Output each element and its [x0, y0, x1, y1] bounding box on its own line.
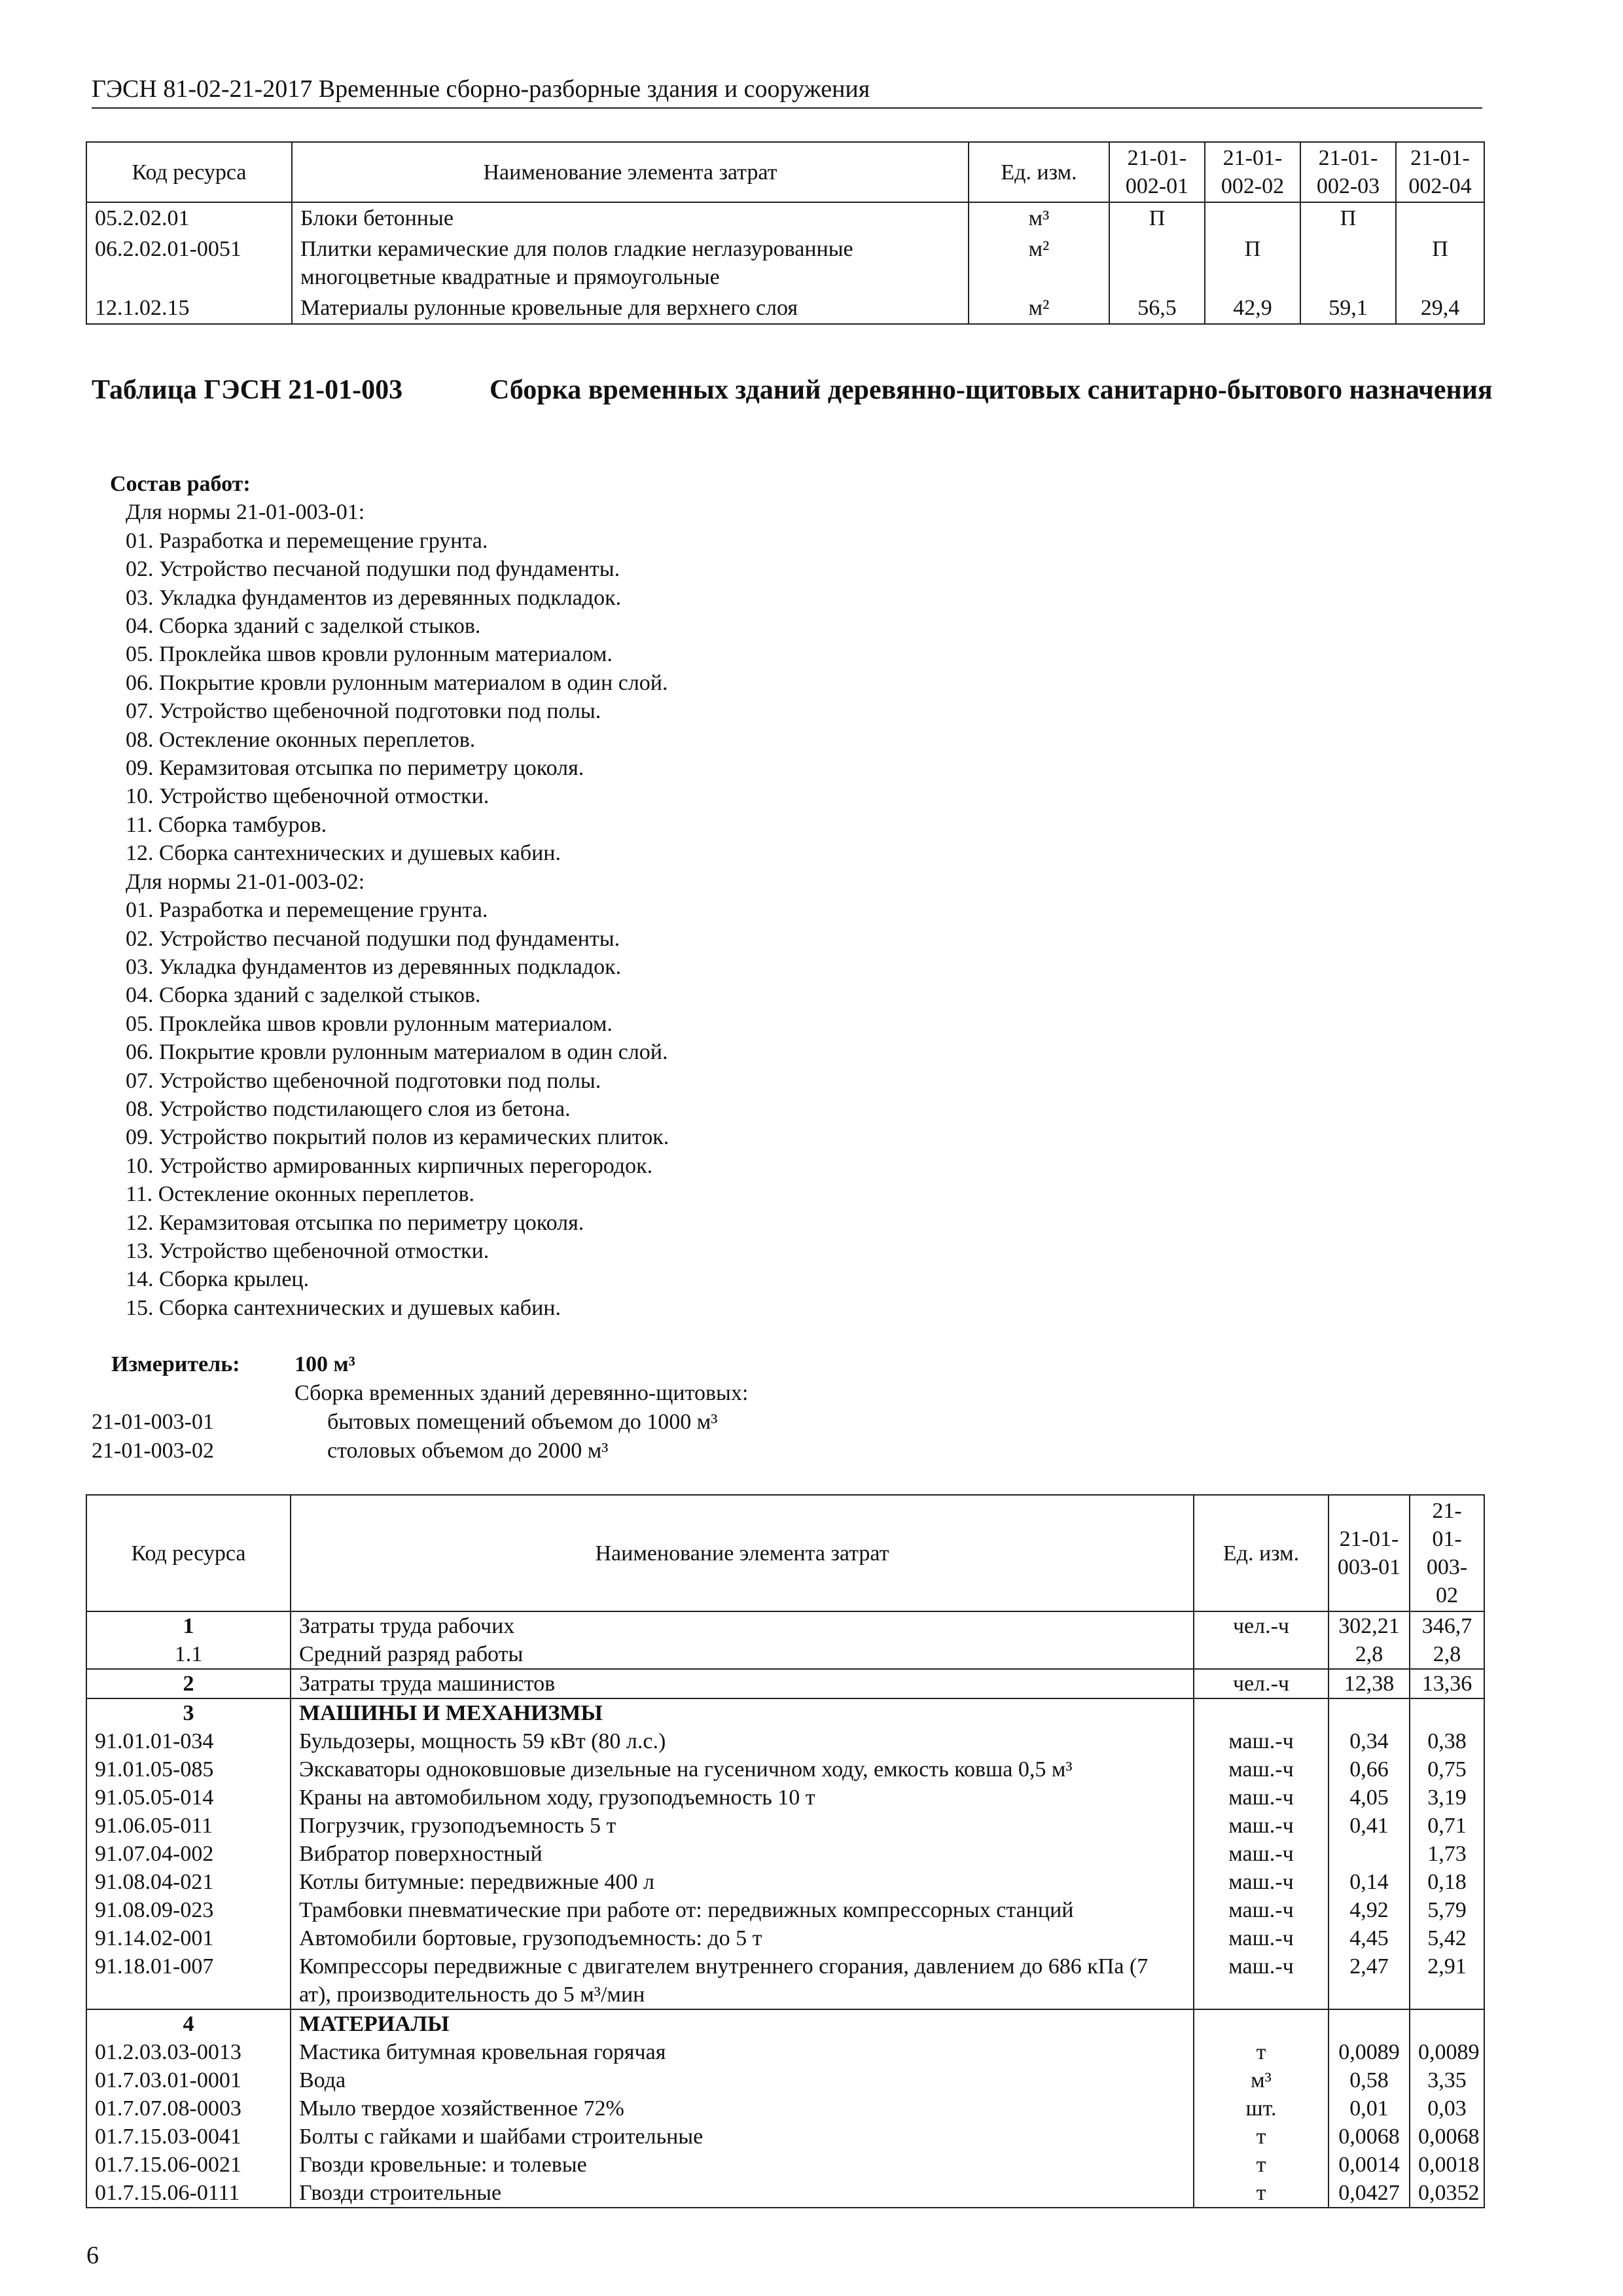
- table-row: [86, 2094, 1484, 2123]
- work-item: 10. Устройство щебеночной отмостки.: [126, 784, 490, 809]
- norm-value: 2,47: [1329, 1952, 1410, 2009]
- resource-code: 01.7.15.06-0111: [86, 2179, 291, 2208]
- resource-unit: т: [1194, 2179, 1329, 2208]
- column-header: 21-01-003-01: [1329, 1495, 1410, 1611]
- measure-label: Измеритель:: [111, 1352, 240, 1376]
- table-name: Сборка временных зданий деревянно-щитовых санитарно-бытового назначения: [490, 375, 1493, 405]
- norm-value: [1396, 202, 1484, 234]
- norm-code: 21-01-003-01: [92, 1410, 214, 1434]
- resource-name: Гвозди строительные: [291, 2179, 1194, 2208]
- resource-code: 01.7.07.08-0003: [86, 2094, 291, 2123]
- work-item: 09. Керамзитовая отсыпка по периметру цоколя.: [126, 756, 584, 781]
- work-item: 02. Устройство песчаной подушки под фундаменты.: [126, 557, 620, 582]
- norm-value: [1410, 1698, 1484, 1727]
- resource-name: Экскаваторы одноковшовые дизельные на гусеничном ходу, емкость ковша 0,5 м³: [291, 1755, 1194, 1784]
- document-title: ГЭСН 81-02-21-2017 Временные сборно-разборные здания и сооружения: [92, 75, 870, 103]
- norm-value: 3,35: [1410, 2066, 1484, 2094]
- work-item: 01. Разработка и перемещение грунта.: [126, 898, 488, 923]
- table-row: [86, 1611, 1484, 1640]
- resource-code: 91.08.09-023: [86, 1896, 291, 1924]
- norm-value: 0,0018: [1410, 2151, 1484, 2179]
- table-row: [86, 1868, 1484, 1896]
- resource-table-21-01-002: [86, 141, 1485, 325]
- resource-name: Компрессоры передвижные с двигателем внутреннего сгорания, давлением до 686 кПа (7 ат), производительность до 5 м³/мин: [291, 1952, 1194, 2009]
- norm-value: 2,8: [1410, 1640, 1484, 1669]
- norm-value: 0,75: [1410, 1755, 1484, 1784]
- norm-value: 0,0427: [1329, 2179, 1410, 2208]
- norm-value: [1329, 1698, 1410, 1727]
- table-row: [86, 1755, 1484, 1784]
- resource-unit: [1194, 2009, 1329, 2038]
- resource-name: Блоки бетонные: [292, 202, 969, 234]
- norm-value: 0,03: [1410, 2094, 1484, 2123]
- work-composition-title: Состав работ:: [110, 472, 251, 496]
- norm-value: 12,38: [1329, 1669, 1410, 1698]
- norm-value: 0,71: [1410, 1812, 1484, 1840]
- resource-unit: маш.-ч: [1194, 1896, 1329, 1924]
- table-row: [86, 202, 1484, 234]
- resource-unit: т: [1194, 2123, 1329, 2151]
- resource-unit: маш.-ч: [1194, 1868, 1329, 1896]
- resource-name: Краны на автомобильном ходу, грузоподъемность 10 т: [291, 1784, 1194, 1812]
- resource-code: 91.18.01-007: [86, 1952, 291, 2009]
- norm-value: 0,0068: [1410, 2123, 1484, 2151]
- norm-value: 13,36: [1410, 1669, 1484, 1698]
- resource-code: 05.2.02.01: [86, 202, 292, 234]
- norm-value: [1410, 2009, 1484, 2038]
- norm-value: 4,92: [1329, 1896, 1410, 1924]
- resource-name: Средний разряд работы: [291, 1640, 1194, 1669]
- norm-value: 5,79: [1410, 1896, 1484, 1924]
- norm-value: 2,8: [1329, 1640, 1410, 1669]
- table-row: [86, 2123, 1484, 2151]
- resource-code: 01.7.15.03-0041: [86, 2123, 291, 2151]
- norm-value: 0,14: [1329, 1868, 1410, 1896]
- work-item: 06. Покрытие кровли рулонным материалом в один слой.: [126, 1040, 668, 1065]
- resource-code: 01.7.03.01-0001: [86, 2066, 291, 2094]
- work-item: 15. Сборка сантехнических и душевых кабин.: [126, 1295, 561, 1320]
- norm-value: 0,66: [1329, 1755, 1410, 1784]
- work-item: 08. Устройство подстилающего слоя из бетона.: [126, 1096, 571, 1121]
- table-row: [86, 1640, 1484, 1669]
- norm-value: 0,01: [1329, 2094, 1410, 2123]
- table-number: Таблица ГЭСН 21-01-003: [92, 375, 403, 405]
- column-header: Код ресурса: [86, 1495, 291, 1611]
- norm-value: 59,1: [1300, 293, 1396, 324]
- work-item: 12. Сборка сантехнических и душевых кабин.: [126, 841, 561, 866]
- resource-code: 4: [86, 2009, 291, 2038]
- column-header: Код ресурса: [86, 142, 292, 202]
- resource-name: Бульдозеры, мощность 59 кВт (80 л.с.): [291, 1727, 1194, 1755]
- work-item: Для нормы 21-01-003-02:: [126, 869, 365, 894]
- resource-code: 91.14.02-001: [86, 1924, 291, 1952]
- norm-value: 1,73: [1410, 1840, 1484, 1868]
- resource-code: 91.07.04-002: [86, 1840, 291, 1868]
- work-item: 03. Укладка фундаментов из деревянных подкладок.: [126, 954, 622, 979]
- column-header: 21-01-002-04: [1396, 142, 1484, 202]
- norm-value: 0,0089: [1329, 2038, 1410, 2066]
- resource-unit: т: [1194, 2038, 1329, 2066]
- norm-value: 0,38: [1410, 1727, 1484, 1755]
- resource-code: 06.2.02.01-0051: [86, 234, 292, 293]
- work-item: 11. Остекление оконных переплетов.: [126, 1182, 475, 1207]
- resource-code: 01.2.03.03-0013: [86, 2038, 291, 2066]
- norm-value: 2,91: [1410, 1952, 1484, 2009]
- resource-table-21-01-003: [86, 1494, 1485, 2208]
- work-item: 12. Керамзитовая отсыпка по периметру цоколя.: [126, 1210, 584, 1235]
- norm-value: П: [1300, 202, 1396, 234]
- norm-value: 42,9: [1205, 293, 1300, 324]
- measure-value: 100 м³: [294, 1352, 355, 1376]
- table-row: [86, 2038, 1484, 2066]
- resource-code: 91.01.05-085: [86, 1755, 291, 1784]
- norm-value: 0,18: [1410, 1868, 1484, 1896]
- resource-unit: маш.-ч: [1194, 1727, 1329, 1755]
- table-row: [86, 1784, 1484, 1812]
- work-item: 02. Устройство песчаной подушки под фундаменты.: [126, 926, 620, 951]
- resource-unit: маш.-ч: [1194, 1812, 1329, 1840]
- column-header: 21-01-003-02: [1410, 1495, 1484, 1611]
- table-row: [86, 2151, 1484, 2179]
- work-item: 08. Остекление оконных переплетов.: [126, 727, 476, 752]
- norm-value: [1329, 2009, 1410, 2038]
- resource-name: Вибратор поверхностный: [291, 1840, 1194, 1868]
- norm-value: 0,0014: [1329, 2151, 1410, 2179]
- measure-description: Сборка временных зданий деревянно-щитовых:: [294, 1381, 749, 1405]
- norm-value: 5,42: [1410, 1924, 1484, 1952]
- norm-text: бытовых помещений объемом до 1000 м³: [327, 1410, 718, 1434]
- column-header: Ед. изм.: [1194, 1495, 1329, 1611]
- measure-block: [92, 1350, 1492, 1465]
- table-body: [86, 202, 1484, 324]
- work-item: 07. Устройство щебеночной подготовки под полы.: [126, 1068, 601, 1093]
- table-header-row: [86, 1495, 1484, 1611]
- norm-code: 21-01-003-02: [92, 1439, 214, 1463]
- work-item: 06. Покрытие кровли рулонным материалом в один слой.: [126, 670, 668, 695]
- norm-value: [1205, 202, 1300, 234]
- table-row: [86, 1952, 1484, 2009]
- resource-code: 3: [86, 1698, 291, 1727]
- resource-name: Гвозди кровельные: и толевые: [291, 2151, 1194, 2179]
- norm-value: П: [1205, 234, 1300, 293]
- work-composition: [110, 470, 669, 1322]
- resource-unit: маш.-ч: [1194, 1755, 1329, 1784]
- column-header: 21-01-002-02: [1205, 142, 1300, 202]
- resource-code: 2: [86, 1669, 291, 1698]
- resource-name: Котлы битумные: передвижные 400 л: [291, 1868, 1194, 1896]
- table-header-row: [86, 142, 1484, 202]
- resource-code: 91.06.05-011: [86, 1812, 291, 1840]
- resource-unit: маш.-ч: [1194, 1952, 1329, 2009]
- norm-value: 0,0089: [1410, 2038, 1484, 2066]
- resource-name: Автомобили бортовые, грузоподъемность: до 5 т: [291, 1924, 1194, 1952]
- resource-unit: т: [1194, 2151, 1329, 2179]
- norm-value: [1109, 234, 1205, 293]
- table-row: [86, 1924, 1484, 1952]
- column-header: 21-01-002-01: [1109, 142, 1205, 202]
- resource-unit: маш.-ч: [1194, 1840, 1329, 1868]
- table-row: [86, 293, 1484, 324]
- resource-name: Мастика битумная кровельная горячая: [291, 2038, 1194, 2066]
- work-item: 13. Устройство щебеночной отмостки.: [126, 1238, 490, 1263]
- work-item: 04. Сборка зданий с заделкой стыков.: [126, 983, 481, 1008]
- table-row: [86, 1669, 1484, 1698]
- norm-value: 302,21: [1329, 1611, 1410, 1640]
- table-row: [86, 2009, 1484, 2038]
- norm-value: 0,0068: [1329, 2123, 1410, 2151]
- norm-value: [1300, 234, 1396, 293]
- resource-name: Мыло твердое хозяйственное 72%: [291, 2094, 1194, 2123]
- resource-name: Погрузчик, грузоподъемность 5 т: [291, 1812, 1194, 1840]
- resource-code: 1.1: [86, 1640, 291, 1669]
- norm-value: 56,5: [1109, 293, 1205, 324]
- column-header: Наименование элемента затрат: [292, 142, 969, 202]
- resource-name: Трамбовки пневматические при работе от: передвижных компрессорных станций: [291, 1896, 1194, 1924]
- norm-value: 4,05: [1329, 1784, 1410, 1812]
- resource-name: Материалы рулонные кровельные для верхнего слоя: [292, 293, 969, 324]
- norm-value: П: [1396, 234, 1484, 293]
- resource-unit: м³: [1194, 2066, 1329, 2094]
- resource-unit: м³: [969, 202, 1109, 234]
- column-header: 21-01-002-03: [1300, 142, 1396, 202]
- work-item: 04. Сборка зданий с заделкой стыков.: [126, 614, 481, 639]
- work-item: 14. Сборка крылец.: [126, 1267, 310, 1292]
- work-item: 05. Проклейка швов кровли рулонным материалом.: [126, 1011, 613, 1036]
- table-row: [86, 1727, 1484, 1755]
- norm-value: 346,7: [1410, 1611, 1484, 1640]
- norm-value: 0,0352: [1410, 2179, 1484, 2208]
- norm-value: П: [1109, 202, 1205, 234]
- table-row: [86, 1896, 1484, 1924]
- work-item: 01. Разработка и перемещение грунта.: [126, 528, 488, 553]
- resource-unit: чел.-ч: [1194, 1611, 1329, 1640]
- resource-unit: м²: [969, 234, 1109, 293]
- table-row: [86, 2179, 1484, 2208]
- resource-unit: [1194, 1640, 1329, 1669]
- resource-unit: м²: [969, 293, 1109, 324]
- table-row: [86, 1840, 1484, 1868]
- resource-unit: маш.-ч: [1194, 1924, 1329, 1952]
- table-row: [86, 234, 1484, 293]
- norm-value: 3,19: [1410, 1784, 1484, 1812]
- resource-name: Плитки керамические для полов гладкие неглазурованные многоцветные квадратные и прямоугольные: [292, 234, 969, 293]
- norm-value: 29,4: [1396, 293, 1484, 324]
- page-header: [92, 73, 1482, 109]
- work-item: 05. Проклейка швов кровли рулонным материалом.: [126, 642, 613, 667]
- resource-code: 01.7.15.06-0021: [86, 2151, 291, 2179]
- work-item: 07. Устройство щебеночной подготовки под полы.: [126, 699, 601, 724]
- column-header: Ед. изм.: [969, 142, 1109, 202]
- table-body: [86, 1611, 1484, 2208]
- resource-unit: шт.: [1194, 2094, 1329, 2123]
- resource-name: Затраты труда машинистов: [291, 1669, 1194, 1698]
- norm-text: столовых объемом до 2000 м³: [327, 1439, 609, 1463]
- resource-code: 12.1.02.15: [86, 293, 292, 324]
- resource-name: Затраты труда рабочих: [291, 1611, 1194, 1640]
- resource-code: 1: [86, 1611, 291, 1640]
- table-row: [86, 1698, 1484, 1727]
- work-item: Для нормы 21-01-003-01:: [126, 500, 365, 525]
- norm-value: [1329, 1840, 1410, 1868]
- work-item: 11. Сборка тамбуров.: [126, 812, 327, 837]
- resource-name: МАШИНЫ И МЕХАНИЗМЫ: [291, 1698, 1194, 1727]
- work-item: 10. Устройство армированных кирпичных перегородок.: [126, 1153, 653, 1178]
- norm-value: 4,45: [1329, 1924, 1410, 1952]
- work-item: 03. Укладка фундаментов из деревянных подкладок.: [126, 585, 622, 610]
- work-item: 09. Устройство покрытий полов из керамических плиток.: [126, 1125, 669, 1150]
- norm-value: 0,41: [1329, 1812, 1410, 1840]
- table-row: [86, 2066, 1484, 2094]
- resource-code: 91.05.05-014: [86, 1784, 291, 1812]
- resource-name: МАТЕРИАЛЫ: [291, 2009, 1194, 2038]
- resource-code: 91.08.04-021: [86, 1868, 291, 1896]
- table-row: [86, 1812, 1484, 1840]
- column-header: Наименование элемента затрат: [291, 1495, 1194, 1611]
- resource-name: Вода: [291, 2066, 1194, 2094]
- page-number: 6: [86, 2242, 99, 2269]
- resource-code: 91.01.01-034: [86, 1727, 291, 1755]
- norm-value: 0,58: [1329, 2066, 1410, 2094]
- resource-unit: [1194, 1698, 1329, 1727]
- resource-unit: чел.-ч: [1194, 1669, 1329, 1698]
- resource-unit: маш.-ч: [1194, 1784, 1329, 1812]
- resource-name: Болты с гайками и шайбами строительные: [291, 2123, 1194, 2151]
- norm-value: 0,34: [1329, 1727, 1410, 1755]
